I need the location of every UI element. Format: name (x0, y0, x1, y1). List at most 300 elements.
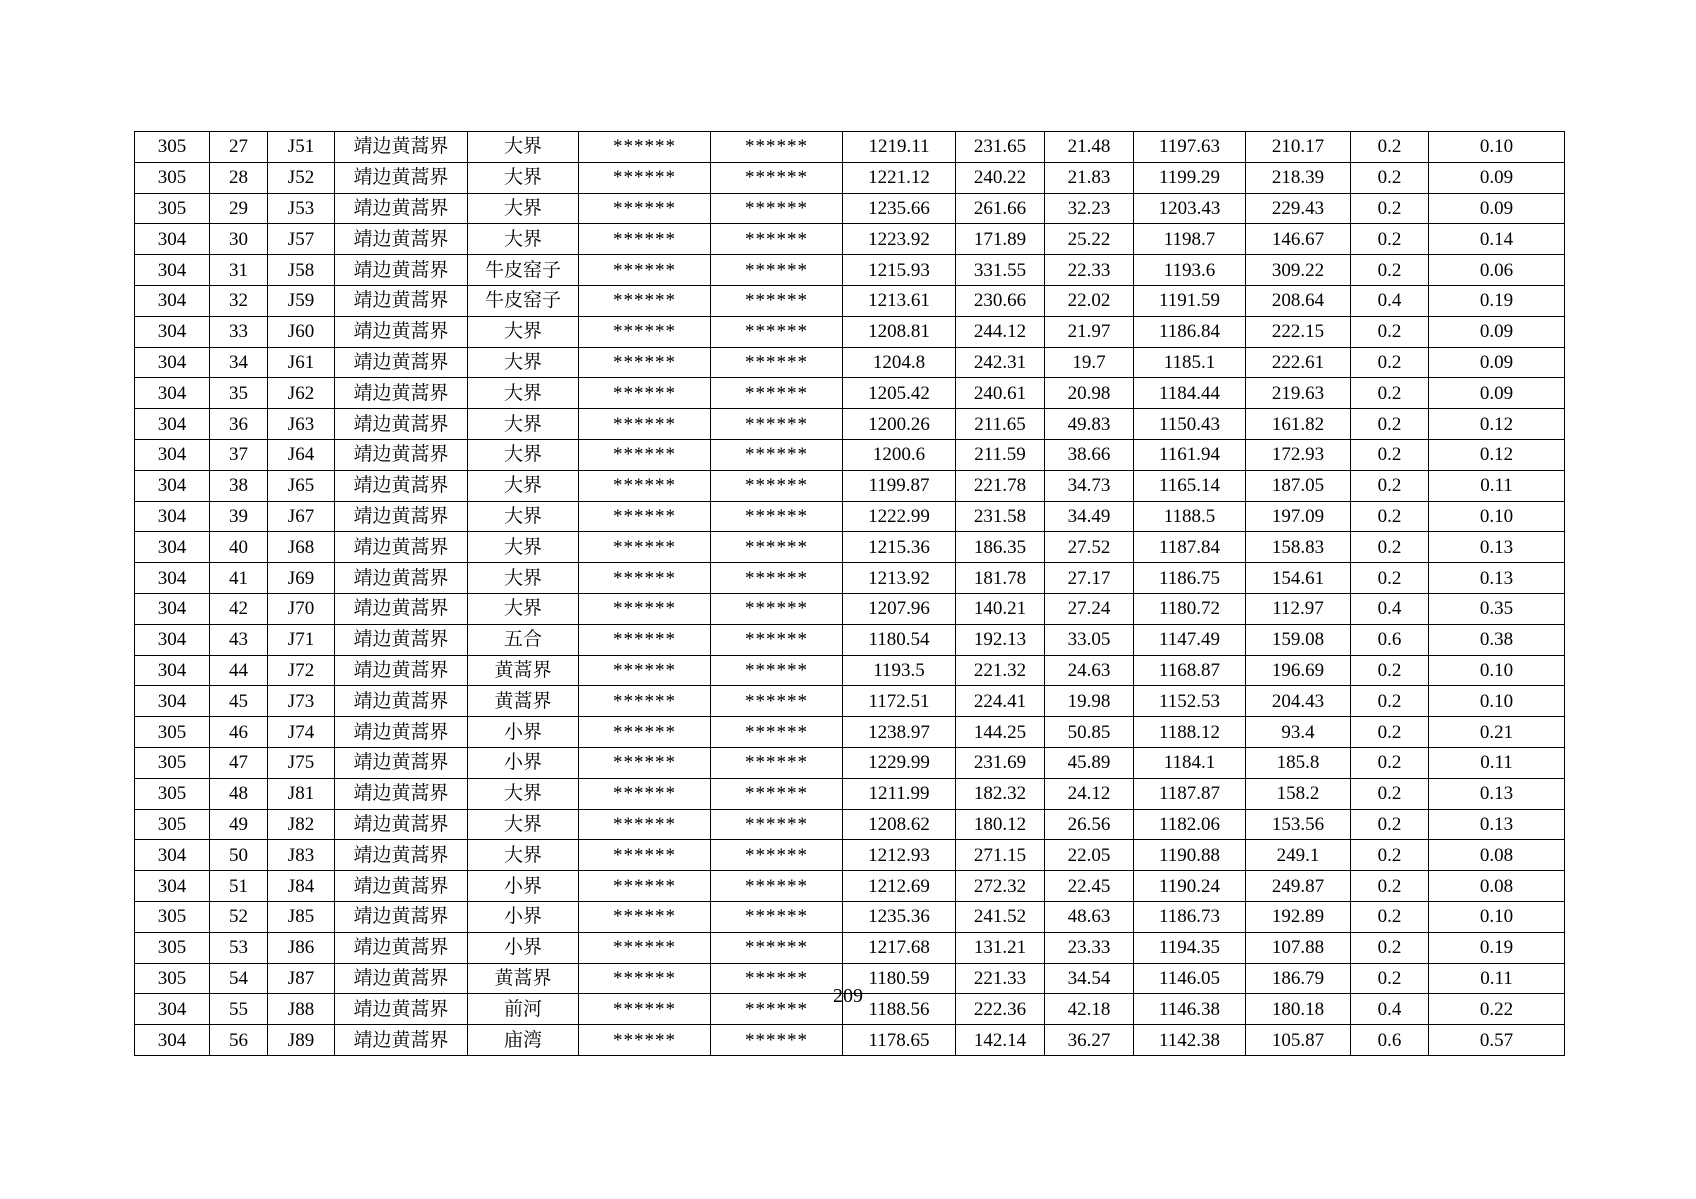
table-cell: 305 (135, 132, 210, 163)
table-cell: 0.10 (1429, 132, 1565, 163)
table-cell: 1222.99 (843, 501, 956, 532)
table-cell: 331.55 (956, 255, 1045, 286)
table-cell: J88 (268, 994, 335, 1025)
table-cell: 0.11 (1429, 747, 1565, 778)
table-cell: 靖边黄蒿界 (335, 193, 468, 224)
table-cell: J69 (268, 563, 335, 594)
page-number: 209 (833, 985, 863, 1007)
table-row (135, 717, 1565, 748)
table-cell: 大界 (468, 439, 579, 470)
table-row (135, 162, 1565, 193)
table-cell: 0.09 (1429, 316, 1565, 347)
table-cell: 221.33 (956, 963, 1045, 994)
table-cell: 大界 (468, 593, 579, 624)
table-row (135, 871, 1565, 902)
table-cell: 0.2 (1351, 316, 1429, 347)
table-cell: J64 (268, 439, 335, 470)
table-cell: 272.32 (956, 871, 1045, 902)
table-cell: 靖边黄蒿界 (335, 686, 468, 717)
table-cell: 大界 (468, 470, 579, 501)
table-cell: 42 (210, 593, 268, 624)
table-body (135, 132, 1565, 1056)
table-cell: 1188.56 (843, 994, 956, 1025)
table-cell: 22.33 (1045, 255, 1134, 286)
table-cell: 185.8 (1246, 747, 1351, 778)
table-row (135, 1025, 1565, 1056)
table-cell: 靖边黄蒿界 (335, 563, 468, 594)
table-cell: ****** (579, 747, 711, 778)
table-cell: 0.4 (1351, 994, 1429, 1025)
table-cell: J71 (268, 624, 335, 655)
table-cell: 28 (210, 162, 268, 193)
table-cell: 大界 (468, 378, 579, 409)
table-cell: 249.1 (1246, 840, 1351, 871)
table-cell: 27.52 (1045, 532, 1134, 563)
table-row (135, 686, 1565, 717)
table-cell: J89 (268, 1025, 335, 1056)
table-cell: 146.67 (1246, 224, 1351, 255)
table-cell: 靖边黄蒿界 (335, 778, 468, 809)
table-row (135, 809, 1565, 840)
table-cell: 1198.7 (1134, 224, 1246, 255)
table-cell: 大界 (468, 809, 579, 840)
table-cell: 靖边黄蒿界 (335, 809, 468, 840)
table-cell: ****** (711, 501, 843, 532)
table-cell: 231.69 (956, 747, 1045, 778)
table-cell: 1180.72 (1134, 593, 1246, 624)
table-cell: 48 (210, 778, 268, 809)
table-cell: 305 (135, 932, 210, 963)
table-cell: 211.65 (956, 409, 1045, 440)
table-cell: 靖边黄蒿界 (335, 1025, 468, 1056)
table-cell: 221.78 (956, 470, 1045, 501)
table-cell: 187.05 (1246, 470, 1351, 501)
table-cell: 27.17 (1045, 563, 1134, 594)
table-cell: 靖边黄蒿界 (335, 347, 468, 378)
table-cell: ****** (711, 963, 843, 994)
table-cell: 305 (135, 963, 210, 994)
table-cell: ****** (711, 193, 843, 224)
table-cell: 22.02 (1045, 285, 1134, 316)
table-cell: 54 (210, 963, 268, 994)
table-cell: 38 (210, 470, 268, 501)
table-row (135, 593, 1565, 624)
table-cell: 240.22 (956, 162, 1045, 193)
table-cell: 304 (135, 686, 210, 717)
table-cell: ****** (711, 747, 843, 778)
table-cell: J73 (268, 686, 335, 717)
table-cell: 33.05 (1045, 624, 1134, 655)
table-cell: 211.59 (956, 439, 1045, 470)
table-cell: J59 (268, 285, 335, 316)
table-cell: 56 (210, 1025, 268, 1056)
table-cell: J74 (268, 717, 335, 748)
table-cell: 1212.69 (843, 871, 956, 902)
table-cell: 0.2 (1351, 193, 1429, 224)
table-cell: ****** (711, 224, 843, 255)
table-cell: 1215.93 (843, 255, 956, 286)
well-data-table (134, 131, 1565, 1056)
table-cell: 0.2 (1351, 532, 1429, 563)
table-cell: 46 (210, 717, 268, 748)
table-cell: 0.4 (1351, 593, 1429, 624)
table-row (135, 655, 1565, 686)
table-cell: 靖边黄蒿界 (335, 255, 468, 286)
table-cell: ****** (579, 409, 711, 440)
table-cell: 0.09 (1429, 193, 1565, 224)
table-cell: 小界 (468, 901, 579, 932)
table-cell: 49 (210, 809, 268, 840)
table-cell: 大界 (468, 132, 579, 163)
table-cell: ****** (579, 470, 711, 501)
table-cell: J57 (268, 224, 335, 255)
table-cell: 37 (210, 439, 268, 470)
table-cell: 304 (135, 501, 210, 532)
table-cell: 靖边黄蒿界 (335, 593, 468, 624)
table-cell: 1213.92 (843, 563, 956, 594)
table-cell: ****** (579, 132, 711, 163)
table-cell: 0.06 (1429, 255, 1565, 286)
table-cell: 45.89 (1045, 747, 1134, 778)
table-cell: 52 (210, 901, 268, 932)
table-cell: 304 (135, 439, 210, 470)
table-cell: 大界 (468, 193, 579, 224)
table-cell: 240.61 (956, 378, 1045, 409)
table-cell: 0.08 (1429, 871, 1565, 902)
table-cell: 1188.12 (1134, 717, 1246, 748)
table-cell: 前河 (468, 994, 579, 1025)
table-cell: ****** (711, 686, 843, 717)
table-cell: 305 (135, 778, 210, 809)
table-cell: 0.2 (1351, 162, 1429, 193)
table-cell: 30 (210, 224, 268, 255)
table-cell: 1146.05 (1134, 963, 1246, 994)
table-cell: 0.2 (1351, 470, 1429, 501)
table-cell: 0.13 (1429, 563, 1565, 594)
table-cell: ****** (711, 532, 843, 563)
table-cell: 0.14 (1429, 224, 1565, 255)
table-cell: 0.09 (1429, 162, 1565, 193)
table-cell: 靖边黄蒿界 (335, 655, 468, 686)
table-cell: 庙湾 (468, 1025, 579, 1056)
table-cell: 0.2 (1351, 132, 1429, 163)
table-cell: ****** (579, 532, 711, 563)
table-cell: J65 (268, 470, 335, 501)
table-cell: 1221.12 (843, 162, 956, 193)
table-cell: 1215.36 (843, 532, 956, 563)
table-row (135, 409, 1565, 440)
table-cell: 304 (135, 624, 210, 655)
table-cell: 304 (135, 316, 210, 347)
table-cell: 304 (135, 994, 210, 1025)
table-cell: 大界 (468, 501, 579, 532)
table-cell: 231.58 (956, 501, 1045, 532)
table-cell: J72 (268, 655, 335, 686)
table-cell: 29 (210, 193, 268, 224)
table-cell: J61 (268, 347, 335, 378)
table-cell: 黄蒿界 (468, 686, 579, 717)
table-cell: 0.2 (1351, 255, 1429, 286)
table-cell: 靖边黄蒿界 (335, 840, 468, 871)
table-cell: 25.22 (1045, 224, 1134, 255)
table-cell: 31 (210, 255, 268, 286)
table-cell: 大界 (468, 316, 579, 347)
table-cell: 0.35 (1429, 593, 1565, 624)
table-cell: 1199.29 (1134, 162, 1246, 193)
table-cell: 144.25 (956, 717, 1045, 748)
table-cell: 0.2 (1351, 963, 1429, 994)
table-cell: J84 (268, 871, 335, 902)
table-cell: ****** (579, 963, 711, 994)
table-cell: 大界 (468, 409, 579, 440)
table-cell: 靖边黄蒿界 (335, 378, 468, 409)
table-cell: J58 (268, 255, 335, 286)
table-cell: 42.18 (1045, 994, 1134, 1025)
table-cell: J75 (268, 747, 335, 778)
table-row (135, 470, 1565, 501)
table-cell: 19.98 (1045, 686, 1134, 717)
table-cell: ****** (711, 901, 843, 932)
table-row (135, 563, 1565, 594)
table-cell: 305 (135, 162, 210, 193)
table-cell: ****** (711, 378, 843, 409)
table-cell: 249.87 (1246, 871, 1351, 902)
table-cell: ****** (711, 624, 843, 655)
table-cell: ****** (579, 162, 711, 193)
table-cell: J62 (268, 378, 335, 409)
table-cell: 1187.84 (1134, 532, 1246, 563)
table-row (135, 132, 1565, 163)
table-cell: 0.57 (1429, 1025, 1565, 1056)
table-cell: 1190.24 (1134, 871, 1246, 902)
table-cell: ****** (711, 285, 843, 316)
table-cell: ****** (579, 1025, 711, 1056)
table-row (135, 840, 1565, 871)
table-cell: ****** (579, 655, 711, 686)
table-cell: 0.08 (1429, 840, 1565, 871)
table-cell: 22.05 (1045, 840, 1134, 871)
table-cell: 23.33 (1045, 932, 1134, 963)
table-cell: 305 (135, 717, 210, 748)
table-cell: ****** (579, 840, 711, 871)
table-cell: ****** (579, 316, 711, 347)
table-cell: 19.7 (1045, 347, 1134, 378)
table-cell: 靖边黄蒿界 (335, 285, 468, 316)
table-cell: J81 (268, 778, 335, 809)
table-cell: 45 (210, 686, 268, 717)
table-cell: 靖边黄蒿界 (335, 162, 468, 193)
table-row (135, 347, 1565, 378)
table-cell: ****** (579, 932, 711, 963)
table-cell: 0.38 (1429, 624, 1565, 655)
table-cell: 40 (210, 532, 268, 563)
table-cell: 192.13 (956, 624, 1045, 655)
table-cell: 1205.42 (843, 378, 956, 409)
table-cell: ****** (579, 255, 711, 286)
table-cell: 靖边黄蒿界 (335, 624, 468, 655)
table-cell: 靖边黄蒿界 (335, 901, 468, 932)
table-cell: 0.2 (1351, 655, 1429, 686)
table-cell: 0.10 (1429, 501, 1565, 532)
table-cell: ****** (711, 409, 843, 440)
table-cell: 1150.43 (1134, 409, 1246, 440)
table-cell: 22.45 (1045, 871, 1134, 902)
table-cell: 1223.92 (843, 224, 956, 255)
table-cell: 231.65 (956, 132, 1045, 163)
table-cell: ****** (711, 593, 843, 624)
table-cell: 1219.11 (843, 132, 956, 163)
table-cell: 0.13 (1429, 809, 1565, 840)
table-cell: 242.31 (956, 347, 1045, 378)
table-cell: 靖边黄蒿界 (335, 747, 468, 778)
table-cell: ****** (579, 224, 711, 255)
table-cell: 49.83 (1045, 409, 1134, 440)
table-cell: 112.97 (1246, 593, 1351, 624)
table-cell: 0.11 (1429, 470, 1565, 501)
table-cell: 304 (135, 593, 210, 624)
table-cell: 158.83 (1246, 532, 1351, 563)
table-cell: J51 (268, 132, 335, 163)
table-cell: 21.83 (1045, 162, 1134, 193)
table-cell: 304 (135, 1025, 210, 1056)
table-cell: 172.93 (1246, 439, 1351, 470)
table-cell: 180.18 (1246, 994, 1351, 1025)
table-cell: 21.48 (1045, 132, 1134, 163)
table-cell: 1200.26 (843, 409, 956, 440)
table-cell: 靖边黄蒿界 (335, 717, 468, 748)
table-cell: 34.54 (1045, 963, 1134, 994)
table-cell: J53 (268, 193, 335, 224)
table-cell: 1191.59 (1134, 285, 1246, 316)
table-cell: ****** (711, 132, 843, 163)
table-cell: 93.4 (1246, 717, 1351, 748)
table-cell: 1200.6 (843, 439, 956, 470)
table-cell: 1186.75 (1134, 563, 1246, 594)
table-row (135, 285, 1565, 316)
table-cell: ****** (711, 809, 843, 840)
table-cell: 305 (135, 809, 210, 840)
table-cell: 142.14 (956, 1025, 1045, 1056)
table-cell: 靖边黄蒿界 (335, 932, 468, 963)
table-cell: 1193.6 (1134, 255, 1246, 286)
table-cell: 1197.63 (1134, 132, 1246, 163)
table-cell: 197.09 (1246, 501, 1351, 532)
table-cell: J85 (268, 901, 335, 932)
table-cell: 0.10 (1429, 686, 1565, 717)
table-cell: 304 (135, 840, 210, 871)
table-cell: J83 (268, 840, 335, 871)
table-cell: 304 (135, 532, 210, 563)
table-cell: 0.2 (1351, 778, 1429, 809)
table-cell: 159.08 (1246, 624, 1351, 655)
table-cell: 140.21 (956, 593, 1045, 624)
table-cell: 黄蒿界 (468, 963, 579, 994)
table-cell: 1186.84 (1134, 316, 1246, 347)
table-cell: 1235.66 (843, 193, 956, 224)
table-cell: 24.12 (1045, 778, 1134, 809)
table-cell: 0.4 (1351, 285, 1429, 316)
table-cell: 34 (210, 347, 268, 378)
table-cell: ****** (711, 778, 843, 809)
table-cell: 1184.1 (1134, 747, 1246, 778)
table-cell: 大界 (468, 347, 579, 378)
table-cell: 1199.87 (843, 470, 956, 501)
table-cell: ****** (579, 624, 711, 655)
table-cell: 靖边黄蒿界 (335, 470, 468, 501)
table-cell: 218.39 (1246, 162, 1351, 193)
table-cell: 304 (135, 255, 210, 286)
table-cell: 靖边黄蒿界 (335, 439, 468, 470)
table-cell: 36.27 (1045, 1025, 1134, 1056)
table-cell: 304 (135, 655, 210, 686)
table-cell: 0.2 (1351, 840, 1429, 871)
table-cell: 1186.73 (1134, 901, 1246, 932)
table-cell: ****** (579, 871, 711, 902)
table-cell: ****** (711, 563, 843, 594)
table-cell: 1146.38 (1134, 994, 1246, 1025)
table-cell: ****** (711, 655, 843, 686)
table-cell: 224.41 (956, 686, 1045, 717)
table-cell: J68 (268, 532, 335, 563)
table-cell: J86 (268, 932, 335, 963)
table-cell: 182.32 (956, 778, 1045, 809)
table-cell: 55 (210, 994, 268, 1025)
table-cell: 38.66 (1045, 439, 1134, 470)
table-cell: 21.97 (1045, 316, 1134, 347)
table-cell: 0.13 (1429, 778, 1565, 809)
table-row (135, 624, 1565, 655)
table-cell: 1161.94 (1134, 439, 1246, 470)
table-cell: 五合 (468, 624, 579, 655)
table-cell: 0.2 (1351, 871, 1429, 902)
table-cell: 牛皮窑子 (468, 255, 579, 286)
table-cell: 1211.99 (843, 778, 956, 809)
table-cell: 186.35 (956, 532, 1045, 563)
data-table-container (134, 131, 1564, 1056)
table-row (135, 778, 1565, 809)
table-cell: 1238.97 (843, 717, 956, 748)
table-row (135, 224, 1565, 255)
table-cell: 1180.59 (843, 963, 956, 994)
table-cell: 0.2 (1351, 224, 1429, 255)
table-cell: 小界 (468, 747, 579, 778)
table-cell: 210.17 (1246, 132, 1351, 163)
table-cell: 33 (210, 316, 268, 347)
table-cell: 靖边黄蒿界 (335, 871, 468, 902)
table-row (135, 501, 1565, 532)
table-cell: 1185.1 (1134, 347, 1246, 378)
table-cell: 1142.38 (1134, 1025, 1246, 1056)
table-cell: 161.82 (1246, 409, 1351, 440)
table-cell: 41 (210, 563, 268, 594)
table-row (135, 932, 1565, 963)
table-cell: 大界 (468, 563, 579, 594)
table-cell: 305 (135, 747, 210, 778)
table-cell: 171.89 (956, 224, 1045, 255)
table-cell: 305 (135, 193, 210, 224)
table-cell: 51 (210, 871, 268, 902)
table-cell: 1180.54 (843, 624, 956, 655)
table-row (135, 439, 1565, 470)
table-cell: ****** (579, 347, 711, 378)
table-cell: 32 (210, 285, 268, 316)
table-cell: ****** (579, 501, 711, 532)
table-cell: J70 (268, 593, 335, 624)
table-cell: J82 (268, 809, 335, 840)
table-cell: 222.15 (1246, 316, 1351, 347)
table-cell: 44 (210, 655, 268, 686)
table-cell: 196.69 (1246, 655, 1351, 686)
